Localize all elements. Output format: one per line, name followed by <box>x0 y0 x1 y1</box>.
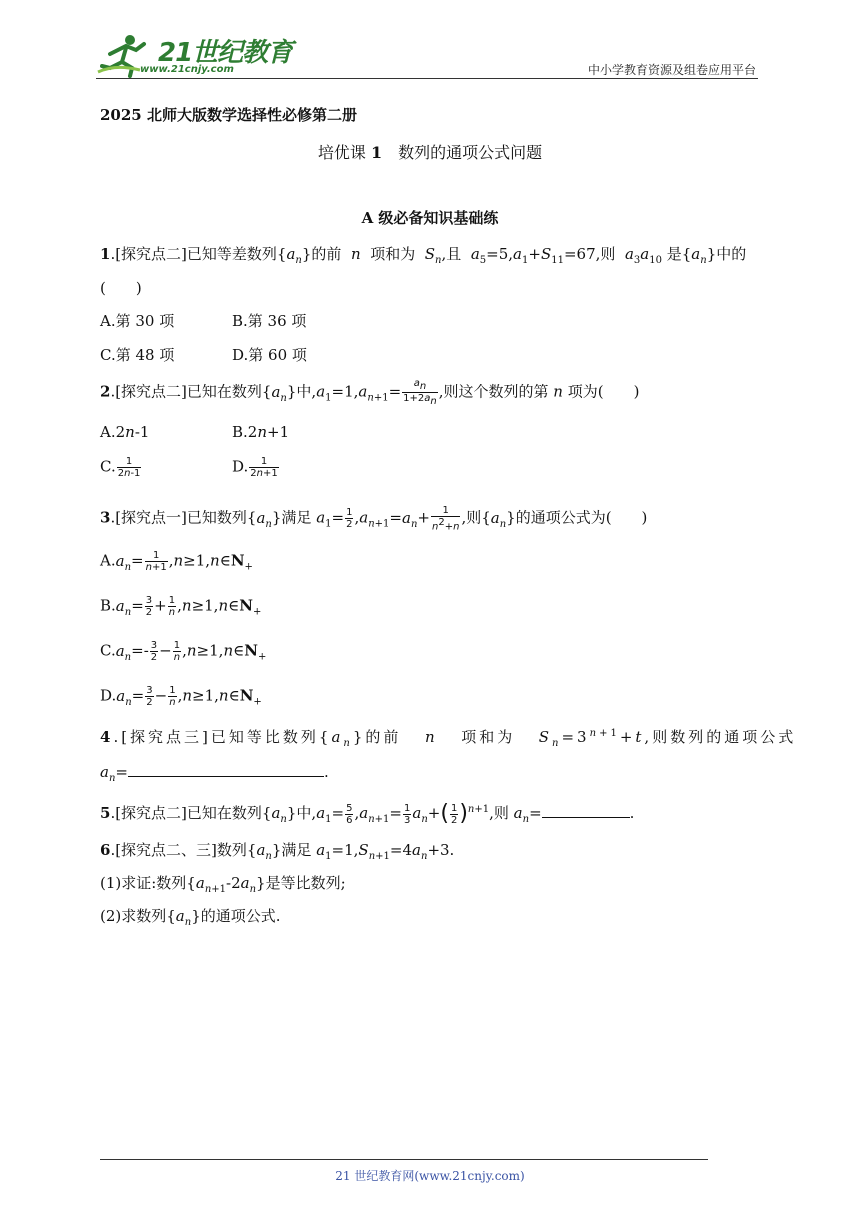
q-text: }中, <box>286 382 317 401</box>
q-text: =1, <box>331 382 359 401</box>
q-text: ,则{ <box>461 508 491 527</box>
q-text: =3 <box>561 728 590 746</box>
q-text: =5, <box>486 245 514 263</box>
option-c[interactable]: C. $\frac{1}{2n-1}$ <box>100 456 141 479</box>
fill-blank[interactable] <box>542 803 630 818</box>
header-divider <box>96 78 758 79</box>
lesson-title <box>0 140 860 163</box>
option-c[interactable]: $C.a_n=-$ $\frac{3}{2}$ − $\frac{1}{n}$ $,n\ge 1,n\in N_+$ <box>100 640 267 663</box>
answer-paren: ( ) <box>100 279 142 297</box>
q-text: + <box>417 508 430 527</box>
q-text: = <box>388 382 402 401</box>
footer-divider <box>100 1159 708 1160</box>
question-tag: .[探究点二] <box>110 245 187 263</box>
option-b[interactable]: B.第 36 项 <box>232 312 307 330</box>
question-tag: .[探究点二、三] <box>110 841 217 859</box>
q-text: 已知等比数列{ <box>210 728 332 746</box>
option-b[interactable]: B.2n+1 <box>232 423 290 441</box>
options-row <box>100 310 764 331</box>
option-d[interactable]: D.第 60 项 <box>232 346 307 364</box>
q-text: }的通项公式为( ) <box>506 508 648 527</box>
book-title: 2025 北师大版数学选择性必修第二册 <box>100 106 357 124</box>
q-text: = <box>389 508 402 527</box>
q-text: }中的 <box>706 245 747 263</box>
q-text: 是{ <box>666 245 692 263</box>
q-text: 项和为 <box>461 728 516 746</box>
logo-text: 21世纪教育 <box>158 38 293 68</box>
site-tagline: 中小学教育资源及组卷应用平台 <box>587 63 756 77</box>
option-d[interactable]: $D.a_n=$ $\frac{3}{2}$ − $\frac{1}{n}$ $,n\ge 1,n\in N_+$ <box>100 685 262 708</box>
q-text: 项和为 <box>370 245 416 263</box>
q-text: =1, <box>331 841 359 859</box>
question-1: 1.[探究点二]已知等差数列$\{a_n\}$的前 n 项和为 $S_n$,且 $a_5=5,a_1+S_{11}=67$,则 $a_3a_{10}$ 是$\{a_n\}$中的 <box>100 245 747 266</box>
q-text: 已知在数列{ <box>186 382 272 401</box>
logo-url: www.21cnjy.com <box>140 64 234 75</box>
q-text: 已知等差数列{ <box>186 245 287 263</box>
q-text: =67,则 <box>563 245 616 263</box>
q-text: 已知在数列{ <box>186 804 272 822</box>
fill-blank[interactable] <box>128 762 324 777</box>
q-text: ,则数列的通项公式 <box>644 728 797 746</box>
q-text: }的前 <box>301 245 342 263</box>
options-row <box>100 456 764 479</box>
q-text: = <box>331 804 345 822</box>
question-3: 3.[探究点一]已知数列$\{a_n\}$满足 $a_1=$ $\frac{1}{2}$ $,a_{n+1}=a_n+$ $\frac{1}{n^2+n}$ ,则$\{a_n\}$的通项公式为( ) <box>100 505 648 533</box>
q-text: }中, <box>286 804 317 822</box>
question-tag: .[探究点三] <box>113 728 211 746</box>
q-text: = <box>389 804 402 822</box>
question-6: 6.[探究点二、三]数列$\{a_n\}$满足 $a_1=1,S_{n+1}=4a_n+3$. <box>100 841 455 862</box>
options-row <box>100 344 764 365</box>
q-text: ,且 <box>441 245 462 263</box>
option-a[interactable]: A.第 30 项 <box>100 312 175 330</box>
options-row <box>100 423 764 441</box>
option-a[interactable]: $A.a_n=$ $\frac{1}{n+1}$ $,n\ge 1,n\in N_+$ <box>100 550 253 573</box>
q-text: ,则这个数列的第 <box>438 382 549 401</box>
lesson-name: 数列的通项公式问题 <box>398 143 543 162</box>
q-text: + <box>427 804 441 822</box>
q-text: +3. <box>427 841 455 859</box>
lesson-number: 1 <box>370 143 383 162</box>
q-text: 项为( ) <box>567 382 640 401</box>
question-tag: .[探究点一] <box>110 508 187 527</box>
question-5: 5.[探究点二]已知在数列$\{a_n\}$中$,a_1=$ $\frac{5}{6}$ $,a_{n+1}=$ $\frac{1}{3}$ $a_n+$( $\frac{1}{2}$ )$^{n+1}$,则 $a_n=$ . <box>100 801 635 826</box>
question-number: 6 <box>100 841 111 859</box>
sub-question-2: (2)求数列$\{a_n\}$的通项公式. <box>100 907 281 928</box>
q-text: , <box>354 508 360 527</box>
q-text: = <box>331 508 345 527</box>
site-logo[interactable] <box>96 34 293 78</box>
lesson-prefix: 培优课 <box>317 143 366 162</box>
footer-link[interactable]: 21 世纪教育网(www.21cnjy.com) <box>335 1169 525 1183</box>
option-b[interactable]: $B.a_n=$ $\frac{3}{2}$ + $\frac{1}{n}$ $,n\ge 1,n\in N_+$ <box>100 595 262 618</box>
option-a[interactable]: A.2n-1 <box>100 423 150 441</box>
question-number: 4 <box>100 728 114 746</box>
answer-line: $a_n=$ . <box>100 763 329 784</box>
section-title: A 级必备知识基础练 <box>361 209 499 227</box>
q-text: 数列{ <box>216 841 257 859</box>
question-4: 4.[探究点三]已知等比数列$\{a_n\}$的前 n 项和为 $S_n=3^{n+1}+t$,则数列的通项公式 <box>100 728 797 749</box>
q-text: + <box>528 245 541 263</box>
question-number: 1 <box>100 245 111 263</box>
question-tag: .[探究点二] <box>110 382 187 401</box>
q-text: ,则 <box>489 804 509 822</box>
sub-question-1: (1)求证:数列$\{a_{n+1}-2a_n\}$是等比数列; <box>100 874 346 895</box>
question-number: 2 <box>100 382 111 401</box>
q-text: }满足 <box>271 508 312 527</box>
q-text: 已知数列{ <box>186 508 257 527</box>
fraction: $\frac{a_n}{1+2a_n}$ <box>403 378 437 407</box>
question-2: 2.[探究点二]已知在数列$\{a_n\}$中$,a_1=1,a_{n+1}=$ $\frac{a_n}{1+2a_n}$ ,则这个数列的第 n 项为( ) <box>100 378 640 407</box>
option-c[interactable]: C.第 48 项 <box>100 346 175 364</box>
question-tag: .[探究点二] <box>110 804 187 822</box>
q-text: + <box>619 728 636 746</box>
q-text: =4 <box>389 841 413 859</box>
option-d[interactable]: D. $\frac{1}{2n+1}$ <box>232 456 278 479</box>
q-text: , <box>354 804 360 822</box>
q-text: }满足 <box>271 841 312 859</box>
question-number: 5 <box>100 804 111 822</box>
q-text: }的前 <box>352 728 402 746</box>
question-number: 3 <box>100 508 111 527</box>
